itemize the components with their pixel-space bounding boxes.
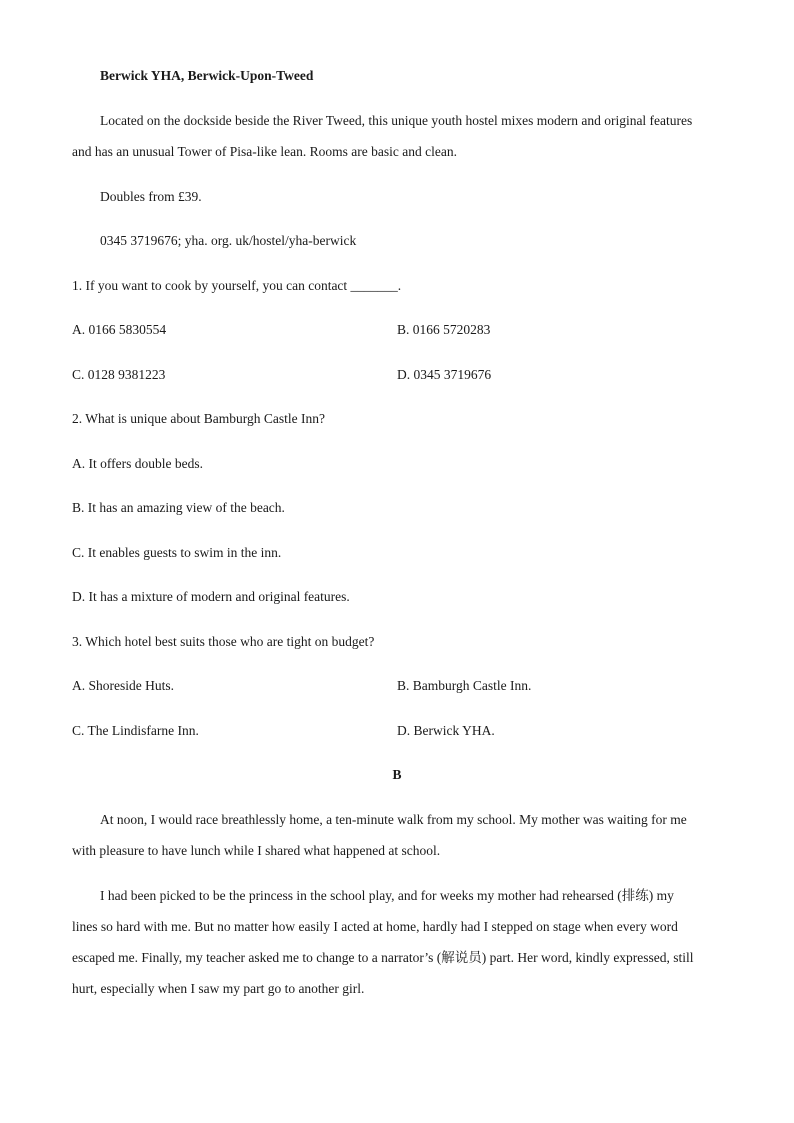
hostel-contact: 0345 3719676; yha. org. uk/hostel/yha-berwick — [100, 233, 357, 248]
passage-line: hurt, especially when I saw my part go to another girl. — [72, 981, 365, 996]
option-a: A. 0166 5830554 — [72, 322, 167, 337]
passage-line: I had been picked to be the princess in the school play, and for weeks my mother had rehearsed (排练) my — [100, 888, 674, 903]
question-stem: 2. What is unique about Bamburgh Castle Inn? — [72, 411, 325, 426]
hostel-title: Berwick YHA, Berwick-Upon-Tweed — [100, 68, 314, 83]
passage-line: At noon, I would race breathlessly home, a ten-minute walk from my school. My mother was waiting for me — [100, 812, 687, 827]
option-a: A. It offers double beds. — [72, 456, 203, 471]
option-d: D. It has a mixture of modern and original features. — [72, 589, 350, 604]
option-c: C. It enables guests to swim in the inn. — [72, 545, 282, 560]
hostel-description-line: Located on the dockside beside the River Tweed, this unique youth hostel mixes modern and original features — [100, 113, 693, 128]
section-heading: B — [392, 767, 402, 782]
option-c: C. The Lindisfarne Inn. — [72, 723, 199, 738]
option-b: B. It has an amazing view of the beach. — [72, 500, 285, 515]
question-stem: 1. If you want to cook by yourself, you can contact _______. — [72, 278, 402, 293]
option-d: D. Berwick YHA. — [397, 723, 495, 738]
hostel-price: Doubles from £39. — [100, 189, 202, 204]
hostel-description-line: and has an unusual Tower of Pisa-like lean. Rooms are basic and clean. — [72, 144, 457, 159]
passage-line: with pleasure to have lunch while I shared what happened at school. — [72, 843, 441, 858]
option-a: A. Shoreside Huts. — [72, 678, 174, 693]
option-d: D. 0345 3719676 — [397, 367, 492, 382]
option-c: C. 0128 9381223 — [72, 367, 166, 382]
passage-line: escaped me. Finally, my teacher asked me to change to a narrator’s (解说员) part. Her word, kindly expressed, still — [72, 950, 694, 965]
question-stem: 3. Which hotel best suits those who are tight on budget? — [72, 634, 375, 649]
option-b: B. 0166 5720283 — [397, 322, 491, 337]
passage-line: lines so hard with me. But no matter how easily I acted at home, hardly had I stepped on stage when every word — [72, 919, 678, 934]
option-b: B. Bamburgh Castle Inn. — [397, 678, 532, 693]
